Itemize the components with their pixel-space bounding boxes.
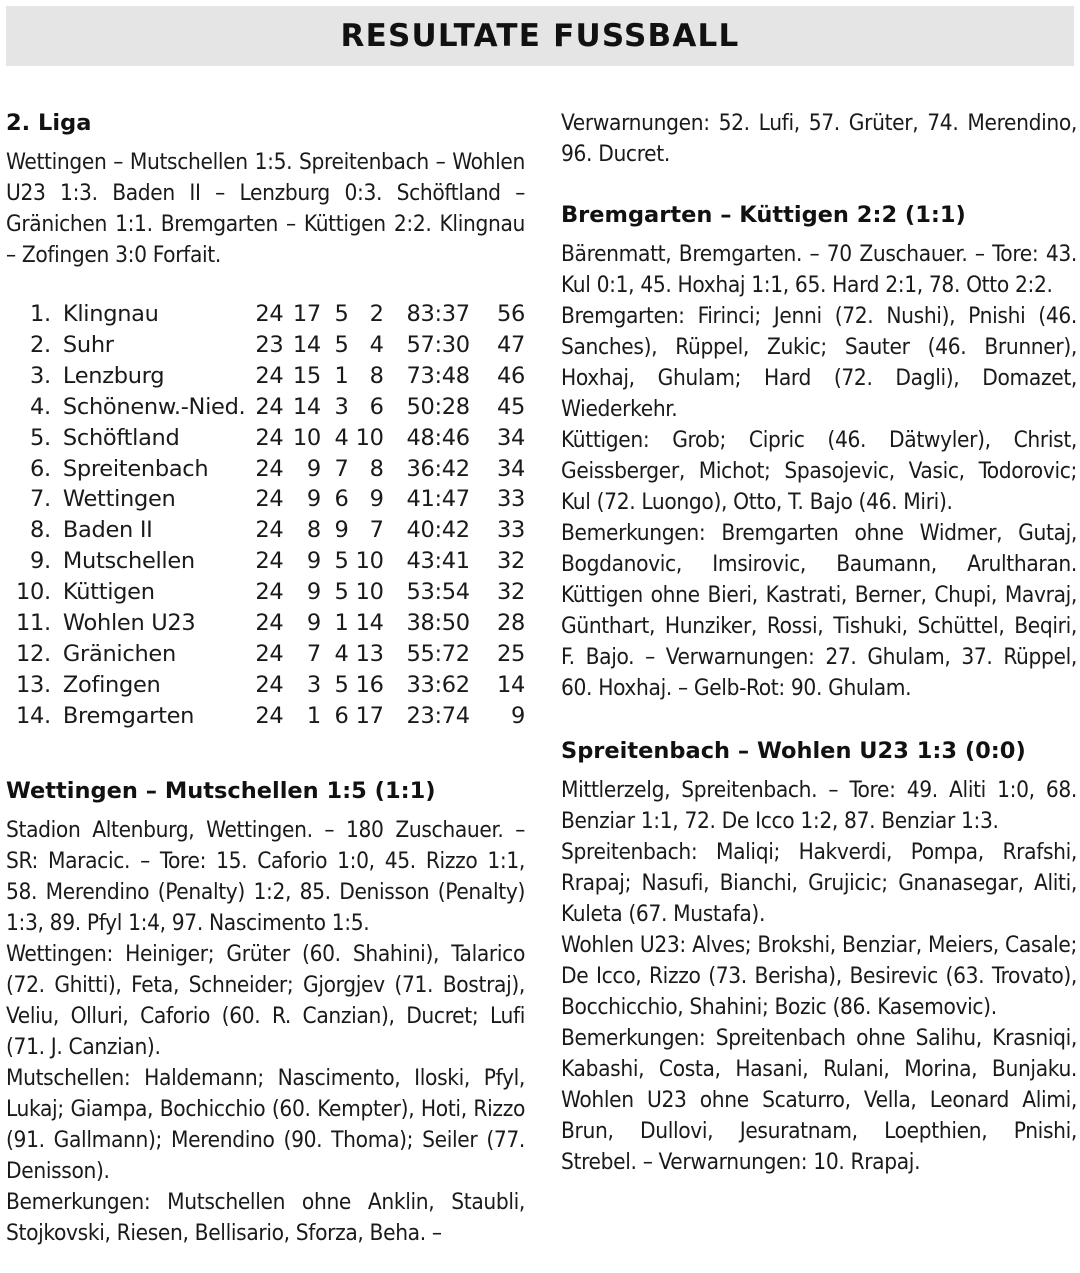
- standings-w: 9: [306, 455, 321, 482]
- standings-l: 14: [355, 610, 384, 637]
- bremgarten-lineup: Bremgarten: Firinci; Jenni (72. Nushi), Pnishi (46. Sanches), Rüppel, Zukic; Sauter (46. Brunner), Hoxhaj, Ghulam; Hard (72. Dagli), Domazet, Wiederkehr.: [561, 303, 1077, 422]
- standings-row: [16, 361, 525, 392]
- standings-team: Bremgarten: [62, 702, 195, 729]
- wettingen-match-heading: Wettingen – Mutschellen 1:5 (1:1): [6, 777, 436, 804]
- standings-rank: 10.: [16, 579, 51, 606]
- standings-w: 9: [306, 610, 321, 637]
- standings-l: 8: [369, 362, 384, 389]
- standings-team: Wettingen: [62, 486, 176, 513]
- standings-d: 4: [334, 424, 349, 451]
- standings-row: [16, 670, 525, 701]
- standings-row: [16, 423, 525, 454]
- standings-w: 8: [306, 517, 321, 544]
- standings-rank: 4.: [30, 393, 51, 420]
- mutschellen-lineup: Mutschellen: Haldemann; Nascimento, Iloski, Pfyl, Lukaj; Giampa, Bochicchio (60. Kempter), Hoti, Rizzo (91. Gallmann); Merendino (90. Thoma); Seiler (77. Denisson).: [6, 1064, 525, 1184]
- standings-row: [16, 515, 525, 546]
- standings-row: [16, 577, 525, 608]
- standings-goals: 83:37: [406, 301, 470, 327]
- standings-team: Wohlen U23: [62, 610, 196, 637]
- standings-team: Suhr: [62, 331, 114, 358]
- standings-row: [16, 454, 525, 485]
- spreitenbach-match-heading: Spreitenbach – Wohlen U23 1:3 (0:0): [561, 738, 1026, 764]
- standings-sp: 24: [255, 548, 284, 575]
- standings-pts: 9: [510, 702, 525, 729]
- standings-rank: 12.: [16, 640, 51, 667]
- standings-goals: 73:48: [406, 362, 470, 389]
- standings-rank: 2.: [30, 331, 51, 358]
- standings-goals: 57:30: [406, 331, 470, 358]
- standings-w: 9: [306, 486, 321, 513]
- standings-team: Schöftland: [62, 424, 180, 451]
- standings-l: 2: [369, 301, 384, 327]
- standings-sp: 24: [255, 640, 284, 667]
- standings-d: 9: [334, 517, 349, 544]
- spreitenbach-lineup: Spreitenbach: Maliqi; Hakverdi, Pompa, Rrafshi, Rrapaj; Nasufi, Bianchi, Grujicic; Gnanasegar, Aliti, Kuleta (67. Mustafa).: [561, 839, 1077, 927]
- standings-rank: 7.: [30, 486, 51, 513]
- standings-d: 1: [334, 362, 349, 389]
- standings-w: 15: [292, 362, 321, 389]
- standings-d: 5: [334, 671, 349, 698]
- standings-sp: 23: [255, 331, 284, 358]
- kuettigen-lineup: Küttigen: Grob; Cipric (46. Dätwyler), Christ, Geissberger, Michot; Spasojevic, Vasic, Todorovic; Kul (72. Luongo), Otto, T. Bajo (46. Miri).: [561, 427, 1077, 515]
- standings-sp: 24: [255, 424, 284, 451]
- standings-w: 14: [292, 331, 321, 358]
- standings-rank: 13.: [16, 671, 51, 698]
- standings-d: 5: [334, 579, 349, 606]
- standings-team: Gränichen: [62, 640, 176, 667]
- standings-w: 7: [306, 640, 321, 667]
- standings-goals: 41:47: [406, 486, 470, 513]
- standings-rank: 9.: [30, 548, 51, 575]
- spreitenbach-match-facts: Mittlerzelg, Spreitenbach. – Tore: 49. Aliti 1:0, 68. Benziar 1:1, 72. De Icco 1:2, 87. Benziar 1:3.: [561, 777, 1077, 834]
- section-banner: [6, 6, 1074, 66]
- standings-pts: 33: [496, 517, 525, 544]
- standings-l: 7: [369, 517, 384, 544]
- standings-d: 6: [334, 702, 349, 729]
- standings-d: 6: [334, 486, 349, 513]
- wettingen-match-remarks: Bemerkungen: Mutschellen ohne Anklin, Staubli, Stojkovski, Riesen, Bellisario, Sforza, Beha. –: [6, 1188, 525, 1246]
- standings-l: 10: [355, 548, 384, 575]
- right-column: [561, 108, 1077, 1178]
- standings-row: [16, 639, 525, 670]
- standings-row: [16, 299, 525, 330]
- standings-pts: 33: [496, 486, 525, 513]
- standings-sp: 24: [255, 455, 284, 482]
- standings-row: [16, 701, 525, 732]
- standings-sp: 24: [255, 517, 284, 544]
- standings-goals: 43:41: [406, 548, 470, 575]
- standings-team: Mutschellen: [62, 548, 195, 575]
- standings-pts: 28: [496, 610, 525, 637]
- page-title: RESULTATE FUSSBALL: [340, 18, 740, 54]
- bremgarten-match-remarks: Bemerkungen: Bremgarten ohne Widmer, Gutaj, Bogdanovic, Imsirovic, Baumann, Arultharan. Küttigen ohne Bieri, Kastrati, Berner, Chupi, Mavraj, Günthart, Hunziker, Rossi, Tishuki, Schüttel, Beqiri, F. Bajo. – Verwarnungen: 27. Ghulam, 37. Rüppel, 60. Hoxhaj. – Gelb-Rot: 90. Ghulam.: [561, 520, 1077, 701]
- standings-goals: 50:28: [406, 393, 470, 420]
- standings-row: [16, 546, 525, 577]
- standings-sp: 24: [255, 610, 284, 637]
- standings-l: 10: [355, 579, 384, 606]
- standings-sp: 24: [255, 579, 284, 606]
- standings-l: 4: [369, 331, 384, 358]
- standings-rank: 11.: [16, 610, 51, 637]
- wettingen-match-cards: Verwarnungen: 52. Lufi, 57. Grüter, 74. Merendino, 96. Ducret.: [561, 110, 1077, 167]
- wettingen-match-facts: Stadion Altenburg, Wettingen. – 180 Zuschauer. – SR: Maracic. – Tore: 15. Caforio 1:0, 45. Rizzo 1:1, 58. Merendino (Penalty) 1:2, 85. Denisson (Penalty) 1:3, 89. Pfyl 1:4, 97. Nascimento 1:5.: [6, 816, 525, 936]
- standings-d: 7: [334, 455, 349, 482]
- standings-goals: 40:42: [406, 517, 470, 544]
- standings-l: 10: [355, 424, 384, 451]
- standings-pts: 34: [496, 455, 525, 482]
- standings-table: [16, 299, 525, 732]
- standings-w: 14: [292, 393, 321, 420]
- standings-d: 5: [334, 301, 349, 327]
- standings-pts: 14: [496, 671, 525, 698]
- wettingen-lineup: Wettingen: Heiniger; Grüter (60. Shahini), Talarico (72. Ghitti), Feta, Schneider; Gjorgjev (71. Bostraj), Veliu, Olluri, Caforio (60. R. Canzian), Ducret; Lufi (71. J. Canzian).: [6, 940, 525, 1060]
- standings-l: 17: [355, 702, 384, 729]
- standings-rank: 14.: [16, 702, 51, 729]
- liga-results-text: Wettingen – Mutschellen 1:5. Spreitenbach – Wohlen U23 1:3. Baden II – Lenzburg 0:3. Schöftland – Gränichen 1:1. Bremgarten – Küttigen 2:2. Klingnau – Zofingen 3:0 Forfait.: [6, 149, 525, 268]
- wohlen-lineup: Wohlen U23: Alves; Brokshi, Benziar, Meiers, Casale; De Icco, Rizzo (73. Berisha), Besirevic (63. Trovato), Bocchicchio, Shahini; Bozic (86. Kasemovic).: [561, 932, 1077, 1020]
- standings-sp: 24: [255, 671, 284, 698]
- standings-goals: 48:46: [406, 424, 470, 451]
- standings-w: 1: [306, 702, 321, 729]
- standings-l: 6: [369, 393, 384, 420]
- standings-team: Spreitenbach: [62, 455, 209, 482]
- standings-w: 3: [306, 671, 321, 698]
- standings-rank: 8.: [30, 517, 51, 544]
- standings-rank: 3.: [30, 362, 51, 389]
- standings-pts: 45: [496, 393, 525, 420]
- standings-row: [16, 608, 525, 639]
- standings-l: 13: [355, 640, 384, 667]
- standings-d: 4: [334, 640, 349, 667]
- standings-goals: 36:42: [406, 455, 470, 482]
- standings-pts: 34: [496, 424, 525, 451]
- standings-w: 10: [292, 424, 321, 451]
- standings-team: Baden II: [62, 517, 153, 544]
- standings-goals: 53:54: [406, 579, 470, 606]
- standings-pts: 25: [496, 640, 525, 667]
- standings-team: Zofingen: [62, 671, 161, 698]
- standings-team: Lenzburg: [62, 362, 165, 389]
- standings-l: 16: [355, 671, 384, 698]
- standings-w: 9: [306, 548, 321, 575]
- standings-sp: 24: [255, 393, 284, 420]
- standings-pts: 32: [496, 579, 525, 606]
- bremgarten-match-heading: Bremgarten – Küttigen 2:2 (1:1): [561, 202, 966, 228]
- liga-heading: 2. Liga: [6, 110, 92, 136]
- standings-rank: 1.: [30, 301, 51, 327]
- left-column: [6, 108, 525, 1249]
- standings-rank: 6.: [30, 455, 51, 482]
- standings-pts: 32: [496, 548, 525, 575]
- standings-l: 8: [369, 455, 384, 482]
- standings-w: 17: [292, 301, 321, 327]
- standings-row: [16, 392, 525, 423]
- standings-team: Schönenw.-Nied.: [62, 393, 246, 420]
- standings-row: [16, 484, 525, 515]
- standings-d: 5: [334, 548, 349, 575]
- standings-sp: 24: [255, 301, 284, 327]
- standings-sp: 24: [255, 702, 284, 729]
- standings-pts: 47: [496, 331, 525, 358]
- standings-d: 5: [334, 331, 349, 358]
- standings-d: 1: [334, 610, 349, 637]
- standings-goals: 38:50: [406, 610, 470, 637]
- standings-row: [16, 330, 525, 361]
- standings-pts: 46: [496, 362, 525, 389]
- standings-pts: 56: [496, 301, 525, 327]
- spreitenbach-match-remarks: Bemerkungen: Spreitenbach ohne Salihu, Krasniqi, Kabashi, Costa, Hasani, Rulani, Morina, Bunjaku. Wohlen U23 ohne Scaturro, Vella, Leonard Alimi, Brun, Dullovi, Jesuratnam, Loepthien, Pnishi, Strebel. – Verwarnungen: 10. Rrapaj.: [561, 1025, 1077, 1175]
- standings-goals: 23:74: [406, 702, 470, 729]
- standings-goals: 33:62: [406, 671, 470, 698]
- standings-l: 9: [369, 486, 384, 513]
- bremgarten-match-facts: Bärenmatt, Bremgarten. – 70 Zuschauer. – Tore: 43. Kul 0:1, 45. Hoxhaj 1:1, 65. Hard 2:1, 78. Otto 2:2.: [561, 241, 1077, 298]
- standings-sp: 24: [255, 486, 284, 513]
- standings-sp: 24: [255, 362, 284, 389]
- standings-d: 3: [334, 393, 349, 420]
- standings-rank: 5.: [30, 424, 51, 451]
- standings-team: Küttigen: [62, 579, 155, 606]
- standings-goals: 55:72: [406, 640, 470, 667]
- standings-team: Klingnau: [62, 301, 159, 327]
- standings-w: 9: [306, 579, 321, 606]
